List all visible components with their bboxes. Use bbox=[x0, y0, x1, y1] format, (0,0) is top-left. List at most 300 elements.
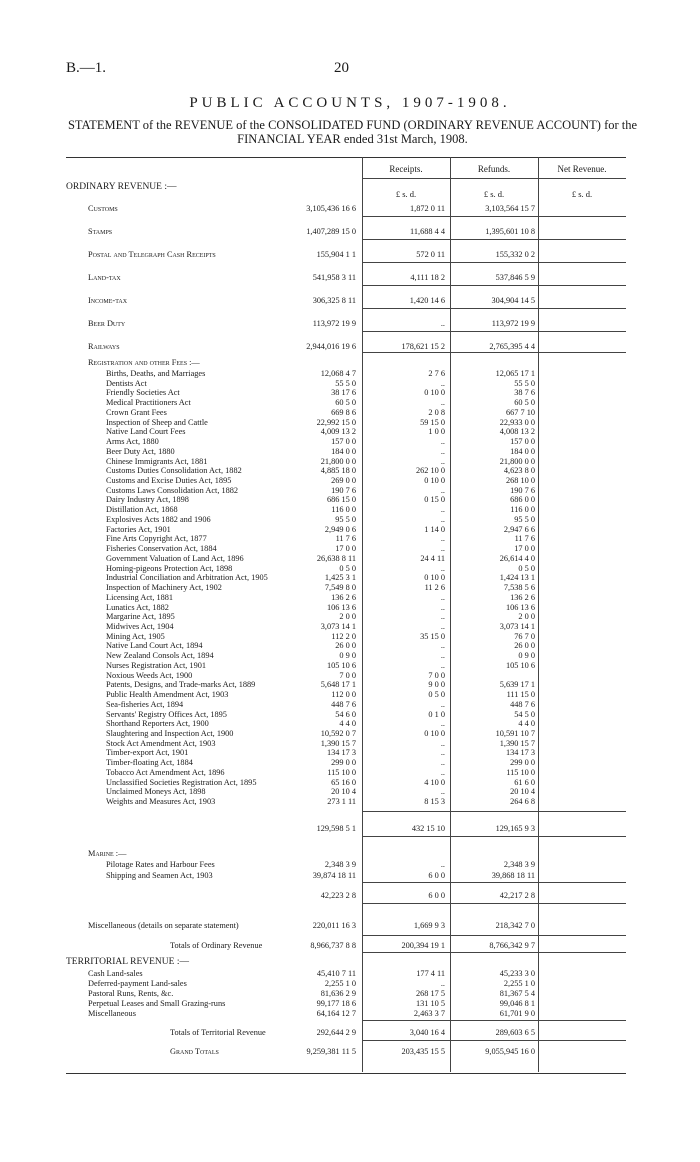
cell-net: 218,342 7 0 bbox=[495, 921, 535, 930]
cell-refunds: 8 15 3 bbox=[424, 797, 445, 807]
cell-net: 81,367 5 4 bbox=[499, 989, 535, 998]
cell-receipts: 190 7 6 bbox=[331, 485, 356, 495]
section-heading-territorial: TERRITORIAL REVENUE :— bbox=[66, 957, 189, 967]
revenue-row bbox=[66, 295, 626, 306]
cell-receipts: 541,958 3 11 bbox=[312, 273, 356, 282]
cell-receipts: 306,325 8 11 bbox=[312, 296, 356, 305]
cell-refunds: .. bbox=[440, 651, 445, 661]
cell-receipts: 21,800 0 0 bbox=[320, 456, 356, 466]
cell-receipts: 10,592 0 7 bbox=[320, 729, 356, 738]
cell-receipts: 273 1 11 bbox=[327, 797, 356, 807]
cell-receipts: 95 5 0 bbox=[335, 514, 356, 524]
revenue-row bbox=[66, 203, 626, 214]
cell-refunds: .. bbox=[440, 860, 445, 869]
cell-refunds: .. bbox=[440, 699, 445, 709]
cell-receipts: 115 10 0 bbox=[327, 767, 356, 777]
row-label: Midwives Act, 1904 bbox=[106, 621, 174, 631]
cell-receipts: 136 2 6 bbox=[331, 592, 356, 602]
cell-net: 4 4 0 bbox=[518, 719, 535, 729]
cell-net: 95 5 0 bbox=[514, 514, 535, 524]
cell-net: 17 0 0 bbox=[514, 544, 535, 554]
subtotal-rule bbox=[362, 308, 626, 309]
subtotal-rule bbox=[362, 285, 626, 286]
cell-refunds: 572 0 11 bbox=[416, 250, 445, 259]
subtotal-rule bbox=[362, 1020, 626, 1021]
cell-refunds: .. bbox=[440, 787, 445, 797]
cell-net: 111 15 0 bbox=[506, 690, 535, 700]
cell-receipts: 7 0 0 bbox=[339, 670, 356, 680]
row-label: Railways bbox=[88, 342, 120, 351]
cell-receipts: 2,944,016 19 6 bbox=[306, 342, 356, 351]
cell-receipts: 20 10 4 bbox=[331, 787, 356, 797]
cell-refunds: 432 15 10 bbox=[411, 824, 445, 833]
subtotal-rule bbox=[362, 1040, 626, 1041]
cell-net: 39,868 18 11 bbox=[491, 871, 535, 880]
cell-refunds: .. bbox=[440, 592, 445, 602]
page-reference: B.—1. bbox=[66, 60, 107, 76]
cell-net: 667 7 10 bbox=[505, 407, 535, 417]
cell-receipts: 4,009 13 2 bbox=[320, 427, 356, 437]
row-label: Factories Act, 1901 bbox=[106, 524, 171, 534]
cell-net: 0 9 0 bbox=[518, 651, 535, 661]
cell-net: 115 10 0 bbox=[506, 767, 535, 777]
row-label: Registration and other Fees :— bbox=[88, 358, 200, 367]
cell-net: 299 0 0 bbox=[510, 758, 535, 768]
cell-net: 4,008 13 2 bbox=[499, 427, 535, 437]
marine-row bbox=[66, 859, 626, 870]
cell-net: 9,055,945 16 0 bbox=[485, 1047, 535, 1056]
cell-net: 304,904 14 5 bbox=[491, 296, 535, 305]
cell-refunds: 1 14 0 bbox=[424, 524, 445, 534]
cell-receipts: 134 17 3 bbox=[326, 748, 356, 758]
row-label: Nurses Registration Act, 1901 bbox=[106, 660, 207, 670]
cell-net: 116 0 0 bbox=[510, 505, 535, 515]
territorial-row bbox=[66, 1008, 626, 1019]
row-label: Homing-pigeons Protection Act, 1898 bbox=[106, 563, 233, 573]
cell-net: 686 0 0 bbox=[510, 495, 535, 505]
cell-receipts: 39,874 18 11 bbox=[312, 871, 356, 880]
page-number: 20 bbox=[334, 60, 349, 76]
cell-refunds: .. bbox=[440, 602, 445, 612]
cell-receipts: 42,223 2 8 bbox=[320, 891, 356, 900]
row-label: Chinese Immigrants Act, 1881 bbox=[106, 456, 208, 466]
cell-net: 2 0 0 bbox=[518, 612, 535, 622]
cell-refunds: 2 0 8 bbox=[428, 407, 445, 417]
row-label: Sea-fisheries Act, 1894 bbox=[106, 699, 184, 709]
cell-refunds: 1,872 0 11 bbox=[410, 204, 445, 213]
cell-net: 448 7 6 bbox=[510, 699, 535, 709]
cell-refunds: 3,040 16 4 bbox=[409, 1028, 445, 1037]
cell-refunds: .. bbox=[440, 660, 445, 670]
page-title: PUBLIC ACCOUNTS, 1907-1908. bbox=[189, 95, 511, 111]
cell-refunds: .. bbox=[440, 456, 445, 466]
cell-refunds: .. bbox=[440, 514, 445, 524]
cell-net: 264 6 8 bbox=[510, 797, 535, 807]
row-label: Licensing Act, 1881 bbox=[106, 592, 174, 602]
cell-refunds: 6 0 0 bbox=[428, 871, 445, 880]
row-label: Totals of Territorial Revenue bbox=[170, 1028, 266, 1037]
cell-receipts: 54 6 0 bbox=[335, 709, 356, 719]
cell-refunds: 9 0 0 bbox=[428, 680, 445, 690]
subtotal-rule bbox=[362, 836, 626, 837]
cell-refunds: .. bbox=[440, 748, 445, 758]
subtotal-rule bbox=[362, 216, 626, 217]
cell-refunds: .. bbox=[440, 505, 445, 515]
revenue-row bbox=[66, 318, 626, 329]
cell-refunds: 2 7 6 bbox=[428, 369, 445, 378]
cell-receipts: 113,972 19 9 bbox=[312, 319, 356, 328]
row-label: Land-tax bbox=[88, 273, 121, 282]
cell-refunds: 177 4 11 bbox=[416, 969, 445, 978]
cell-net: 54 5 0 bbox=[514, 709, 535, 719]
cell-refunds: 0 5 0 bbox=[428, 690, 445, 700]
cell-net: 129,165 9 3 bbox=[495, 824, 535, 833]
cell-receipts: 669 8 6 bbox=[331, 407, 356, 417]
cell-refunds: 11,688 4 4 bbox=[410, 227, 445, 236]
cell-receipts: 686 15 0 bbox=[326, 495, 356, 505]
cell-refunds: 11 2 6 bbox=[424, 583, 445, 593]
cell-refunds: 0 10 0 bbox=[424, 729, 445, 738]
cell-net: 184 0 0 bbox=[510, 446, 535, 456]
cell-refunds: 0 1 0 bbox=[428, 709, 445, 719]
row-label: Servants' Registry Offices Act, 1895 bbox=[106, 709, 227, 719]
cell-receipts: 129,598 5 1 bbox=[316, 824, 356, 833]
cell-refunds: 4 10 0 bbox=[424, 777, 445, 787]
row-label: Public Health Amendment Act, 1903 bbox=[106, 690, 229, 700]
cell-receipts: 60 5 0 bbox=[335, 398, 356, 408]
cell-net: 537,846 5 9 bbox=[495, 273, 535, 282]
cell-receipts: 106 13 6 bbox=[326, 602, 356, 612]
cell-net: 38 7 6 bbox=[514, 388, 535, 398]
row-label: Postal and Telegraph Cash Receipts bbox=[88, 250, 216, 259]
cell-refunds: .. bbox=[440, 767, 445, 777]
row-label: Arms Act, 1880 bbox=[106, 437, 159, 447]
cell-net: 113,972 19 9 bbox=[491, 319, 535, 328]
cell-net: 105 10 6 bbox=[505, 660, 535, 670]
row-label: Miscellaneous (details on separate statement) bbox=[88, 921, 239, 930]
cell-net: 21,800 0 0 bbox=[499, 456, 535, 466]
row-label: Pastoral Runs, Rents, &c. bbox=[88, 989, 174, 998]
header-rule bbox=[362, 178, 626, 179]
row-label: Grand Totals bbox=[170, 1047, 219, 1056]
cell-refunds: .. bbox=[440, 738, 445, 748]
cell-receipts: 9,259,381 11 5 bbox=[306, 1047, 356, 1056]
row-label: Beer Duty Act, 1880 bbox=[106, 446, 175, 456]
cell-receipts: 11 7 6 bbox=[335, 534, 356, 544]
subtotal-rule bbox=[362, 811, 626, 812]
cell-receipts: 3,073 14 1 bbox=[320, 621, 356, 631]
cell-refunds: 4,111 18 2 bbox=[410, 273, 445, 282]
cell-refunds: 200,394 19 1 bbox=[401, 941, 445, 950]
subtotal-rule bbox=[362, 352, 626, 353]
cell-receipts: 1,390 15 7 bbox=[320, 738, 356, 748]
cell-receipts: 157 0 0 bbox=[331, 437, 356, 447]
cell-refunds: .. bbox=[440, 641, 445, 651]
row-label: Inspection of Sheep and Cattle bbox=[106, 417, 208, 427]
subsection-heading bbox=[66, 357, 626, 368]
cell-receipts: 2,949 0 6 bbox=[324, 524, 356, 534]
row-label: Customs and Excise Duties Act, 1895 bbox=[106, 476, 232, 486]
cell-receipts: 81,636 2 9 bbox=[320, 989, 356, 998]
row-label: Unclassified Societies Registration Act, 1895 bbox=[106, 777, 257, 787]
cell-net: 26 0 0 bbox=[514, 641, 535, 651]
row-label: Stock Act Amendment Act, 1903 bbox=[106, 738, 216, 748]
row-label: New Zealand Consols Act, 1894 bbox=[106, 651, 214, 661]
row-label: Lunatics Act, 1882 bbox=[106, 602, 169, 612]
row-label: Totals of Ordinary Revenue bbox=[170, 941, 263, 950]
cell-net: 0 5 0 bbox=[518, 563, 535, 573]
cell-refunds: 0 10 0 bbox=[424, 573, 445, 583]
cell-net: 55 5 0 bbox=[514, 378, 535, 388]
cell-receipts: 184 0 0 bbox=[331, 446, 356, 456]
row-label: Fisheries Conservation Act, 1884 bbox=[106, 544, 217, 554]
cell-receipts: 12,068 4 7 bbox=[320, 369, 356, 378]
row-label: Customs bbox=[88, 204, 118, 213]
row-label: Crown Grant Fees bbox=[106, 407, 167, 417]
cell-refunds: .. bbox=[440, 437, 445, 447]
cell-net: 268 10 0 bbox=[505, 476, 535, 486]
cell-net: 190 7 6 bbox=[510, 485, 535, 495]
cell-refunds: .. bbox=[440, 544, 445, 554]
row-label: Industrial Conciliation and Arbitration Act, 1905 bbox=[106, 573, 268, 583]
cell-receipts: 7,549 8 0 bbox=[324, 583, 356, 593]
column-header-receipts: Receipts. bbox=[389, 164, 423, 174]
cell-refunds: .. bbox=[440, 719, 445, 729]
cell-net: 45,233 3 0 bbox=[499, 969, 535, 978]
cell-net: 26,614 4 0 bbox=[499, 553, 535, 563]
cell-receipts: 220,011 16 3 bbox=[312, 921, 356, 930]
row-label: Margarine Act, 1895 bbox=[106, 612, 175, 622]
cell-refunds: .. bbox=[440, 378, 445, 388]
row-label: Births, Deaths, and Marriages bbox=[106, 369, 206, 378]
cell-net: 136 2 6 bbox=[510, 592, 535, 602]
cell-receipts: 4,885 18 0 bbox=[320, 466, 356, 476]
cell-net: 7,538 5 6 bbox=[503, 583, 535, 593]
cell-net: 289,603 6 5 bbox=[495, 1028, 535, 1037]
cell-receipts: 105 10 6 bbox=[326, 660, 356, 670]
subtotal-rule bbox=[362, 903, 626, 904]
cell-receipts: 2,348 3 9 bbox=[324, 860, 356, 869]
cell-receipts: 99,177 18 6 bbox=[316, 999, 356, 1008]
cell-receipts: 5,648 17 1 bbox=[320, 680, 356, 690]
cell-refunds: 6 0 0 bbox=[428, 891, 445, 900]
total-row bbox=[66, 940, 626, 951]
cell-net: 61,701 9 0 bbox=[499, 1009, 535, 1018]
cell-net: 157 0 0 bbox=[510, 437, 535, 447]
cell-refunds: 1,420 14 6 bbox=[409, 296, 445, 305]
cell-receipts: 2,255 1 0 bbox=[324, 979, 356, 988]
units-receipts: £ s. d. bbox=[395, 189, 417, 199]
row-label: Cash Land-sales bbox=[88, 969, 143, 978]
cell-net: 3,103,564 15 7 bbox=[485, 204, 535, 213]
row-label: Patents, Designs, and Trade-marks Act, 1889 bbox=[106, 680, 256, 690]
cell-receipts: 8,966,737 8 8 bbox=[310, 941, 356, 950]
row-label: Income-tax bbox=[88, 296, 128, 305]
revenue-row bbox=[66, 249, 626, 260]
cell-net: 2,348 3 9 bbox=[503, 860, 535, 869]
row-label: Miscellaneous bbox=[88, 1009, 136, 1018]
grand-total-row bbox=[66, 1046, 626, 1057]
row-label: Weights and Measures Act, 1903 bbox=[106, 797, 216, 807]
row-label: Fine Arts Copyright Act, 1877 bbox=[106, 534, 207, 544]
cell-net: 2,255 1 0 bbox=[503, 979, 535, 988]
cell-receipts: 4 4 0 bbox=[339, 719, 356, 729]
cell-receipts: 112 2 0 bbox=[331, 631, 356, 641]
cell-refunds: .. bbox=[440, 319, 445, 328]
cell-net: 1,395,601 10 8 bbox=[485, 227, 535, 236]
cell-refunds: 35 15 0 bbox=[420, 631, 445, 641]
misc-row bbox=[66, 920, 626, 931]
units-net: £ s. d. bbox=[571, 189, 593, 199]
row-label: Native Land Court Act, 1894 bbox=[106, 641, 203, 651]
cell-refunds: 2,463 3 7 bbox=[413, 1009, 445, 1018]
cell-receipts: 155,904 1 1 bbox=[316, 250, 356, 259]
cell-net: 4,623 8 0 bbox=[503, 466, 535, 476]
cell-net: 42,217 2 8 bbox=[499, 891, 535, 900]
cell-refunds: 203,435 15 5 bbox=[401, 1047, 445, 1056]
cell-receipts: 26 0 0 bbox=[335, 641, 356, 651]
row-label: Timber-floating Act, 1884 bbox=[106, 758, 193, 768]
cell-receipts: 269 0 0 bbox=[331, 476, 356, 486]
cell-net: 3,073 14 1 bbox=[499, 621, 535, 631]
cell-receipts: 2 0 0 bbox=[339, 612, 356, 622]
cell-receipts: 45,410 7 11 bbox=[316, 969, 356, 978]
row-label: Customs Laws Consolidation Act, 1882 bbox=[106, 485, 239, 495]
row-label: Shorthand Reporters Act, 1900 bbox=[106, 719, 209, 729]
revenue-row bbox=[66, 272, 626, 283]
cell-refunds: .. bbox=[440, 485, 445, 495]
cell-refunds: 1 0 0 bbox=[428, 427, 445, 437]
cell-net: 60 5 0 bbox=[514, 398, 535, 408]
cell-net: 155,332 0 2 bbox=[495, 250, 535, 259]
cell-net: 134 17 3 bbox=[505, 748, 535, 758]
cell-refunds: 268 17 5 bbox=[415, 989, 445, 998]
cell-refunds: 1,669 9 3 bbox=[413, 921, 445, 930]
cell-net: 22,933 0 0 bbox=[499, 417, 535, 427]
row-label: Noxious Weeds Act, 1900 bbox=[106, 670, 193, 680]
cell-refunds: .. bbox=[440, 446, 445, 456]
cell-refunds: .. bbox=[440, 534, 445, 544]
total-row bbox=[66, 1027, 626, 1038]
cell-net: 12,065 17 1 bbox=[495, 369, 535, 378]
row-label: Friendly Societies Act bbox=[106, 388, 180, 398]
cell-net: 106 13 6 bbox=[505, 602, 535, 612]
row-label: Government Valuation of Land Act, 1896 bbox=[106, 553, 244, 563]
cell-refunds: .. bbox=[440, 398, 445, 408]
cell-net: 2,947 6 6 bbox=[503, 524, 535, 534]
row-label: Stamps bbox=[88, 227, 113, 236]
row-label: Mining Act, 1905 bbox=[106, 631, 165, 641]
cell-receipts: 17 0 0 bbox=[335, 544, 356, 554]
revenue-row bbox=[66, 226, 626, 237]
cell-refunds: 131 10 5 bbox=[415, 999, 445, 1008]
cell-refunds: .. bbox=[440, 758, 445, 768]
cell-refunds: 59 15 0 bbox=[420, 417, 445, 427]
row-label: Unclaimed Moneys Act, 1898 bbox=[106, 787, 206, 797]
cell-refunds: .. bbox=[440, 621, 445, 631]
cell-net: 61 6 0 bbox=[514, 777, 535, 787]
subtotal-rule bbox=[362, 952, 626, 953]
column-header-net: Net Revenue. bbox=[557, 164, 607, 174]
cell-refunds: 0 10 0 bbox=[424, 388, 445, 398]
cell-net: 1,390 15 7 bbox=[499, 738, 535, 748]
row-label: Shipping and Seamen Act, 1903 bbox=[106, 871, 213, 880]
subtotal-rule bbox=[362, 331, 626, 332]
cell-net: 2,765,395 4 4 bbox=[489, 342, 535, 351]
cell-refunds: 0 10 0 bbox=[424, 476, 445, 486]
row-label: Pilotage Rates and Harbour Fees bbox=[106, 860, 215, 869]
cell-receipts: 26,638 8 11 bbox=[316, 553, 356, 563]
cell-net: 20 10 4 bbox=[510, 787, 535, 797]
subtotal-rule bbox=[362, 935, 626, 936]
row-label: Explosives Acts 1882 and 1906 bbox=[106, 514, 211, 524]
row-label: Inspection of Machinery Act, 1902 bbox=[106, 583, 222, 593]
subsection-heading bbox=[66, 848, 626, 859]
cell-refunds: 178,621 15 2 bbox=[401, 342, 445, 351]
page-subtitle: STATEMENT of the REVENUE of the CONSOLIDATED FUND (ORDINARY REVENUE ACCOUNT) for the FINANCIAL YEAR ended 31st March, 1908. bbox=[67, 118, 638, 146]
row-label: Marine :— bbox=[88, 849, 127, 858]
cell-net: 8,766,342 9 7 bbox=[489, 941, 535, 950]
subtotal-rule bbox=[362, 882, 626, 883]
cell-net: 1,424 13 1 bbox=[499, 573, 535, 583]
cell-receipts: 65 16 0 bbox=[331, 777, 356, 787]
column-header-refunds: Refunds. bbox=[477, 164, 511, 174]
row-label: Native Land Court Fees bbox=[106, 427, 186, 437]
cell-receipts: 38 17 6 bbox=[331, 388, 356, 398]
cell-receipts: 1,407,289 15 0 bbox=[306, 227, 356, 236]
marine-row bbox=[66, 870, 626, 881]
cell-receipts: 0 5 0 bbox=[339, 563, 356, 573]
row-label: Dentists Act bbox=[106, 378, 147, 388]
row-label: Timber-export Act, 1901 bbox=[106, 748, 189, 758]
subtotal-rule bbox=[362, 262, 626, 263]
cell-receipts: 3,105,436 16 6 bbox=[306, 204, 356, 213]
cell-refunds: 24 4 11 bbox=[420, 553, 445, 563]
cell-refunds: .. bbox=[440, 979, 445, 988]
units-refunds: £ s. d. bbox=[483, 189, 505, 199]
cell-net: 99,046 8 1 bbox=[499, 999, 535, 1008]
row-label: Beer Duty bbox=[88, 319, 126, 328]
row-label: Customs Duties Consolidation Act, 1882 bbox=[106, 466, 242, 476]
revenue-row bbox=[66, 341, 626, 352]
cell-receipts: 448 7 6 bbox=[331, 699, 356, 709]
fee-row bbox=[66, 796, 626, 807]
row-label: Dairy Industry Act, 1898 bbox=[106, 495, 189, 505]
cell-net: 11 7 6 bbox=[514, 534, 535, 544]
subtotal-row bbox=[66, 823, 626, 834]
cell-receipts: 22,992 15 0 bbox=[316, 417, 356, 427]
subtotal-rule bbox=[362, 239, 626, 240]
cell-receipts: 116 0 0 bbox=[331, 505, 356, 515]
cell-refunds: .. bbox=[440, 612, 445, 622]
cell-receipts: 299 0 0 bbox=[331, 758, 356, 768]
cell-receipts: 112 0 0 bbox=[331, 690, 356, 700]
cell-receipts: 0 9 0 bbox=[339, 651, 356, 661]
row-label: Slaughtering and Inspection Act, 1900 bbox=[106, 729, 234, 738]
cell-net: 76 7 0 bbox=[514, 631, 535, 641]
cell-net: 5,639 17 1 bbox=[499, 680, 535, 690]
cell-refunds: 0 15 0 bbox=[424, 495, 445, 505]
section-heading-ordinary: ORDINARY REVENUE :— bbox=[66, 182, 177, 192]
row-label: Tobacco Act Amendment Act, 1896 bbox=[106, 767, 225, 777]
row-label: Distillation Act, 1868 bbox=[106, 505, 178, 515]
cell-receipts: 1,425 3 1 bbox=[324, 573, 356, 583]
subtotal-row bbox=[66, 890, 626, 901]
cell-net: 10,591 10 7 bbox=[495, 729, 535, 738]
cell-receipts: 55 5 0 bbox=[335, 378, 356, 388]
row-label: Perpetual Leases and Small Grazing-runs bbox=[88, 999, 226, 1008]
cell-refunds: 7 0 0 bbox=[428, 670, 445, 680]
